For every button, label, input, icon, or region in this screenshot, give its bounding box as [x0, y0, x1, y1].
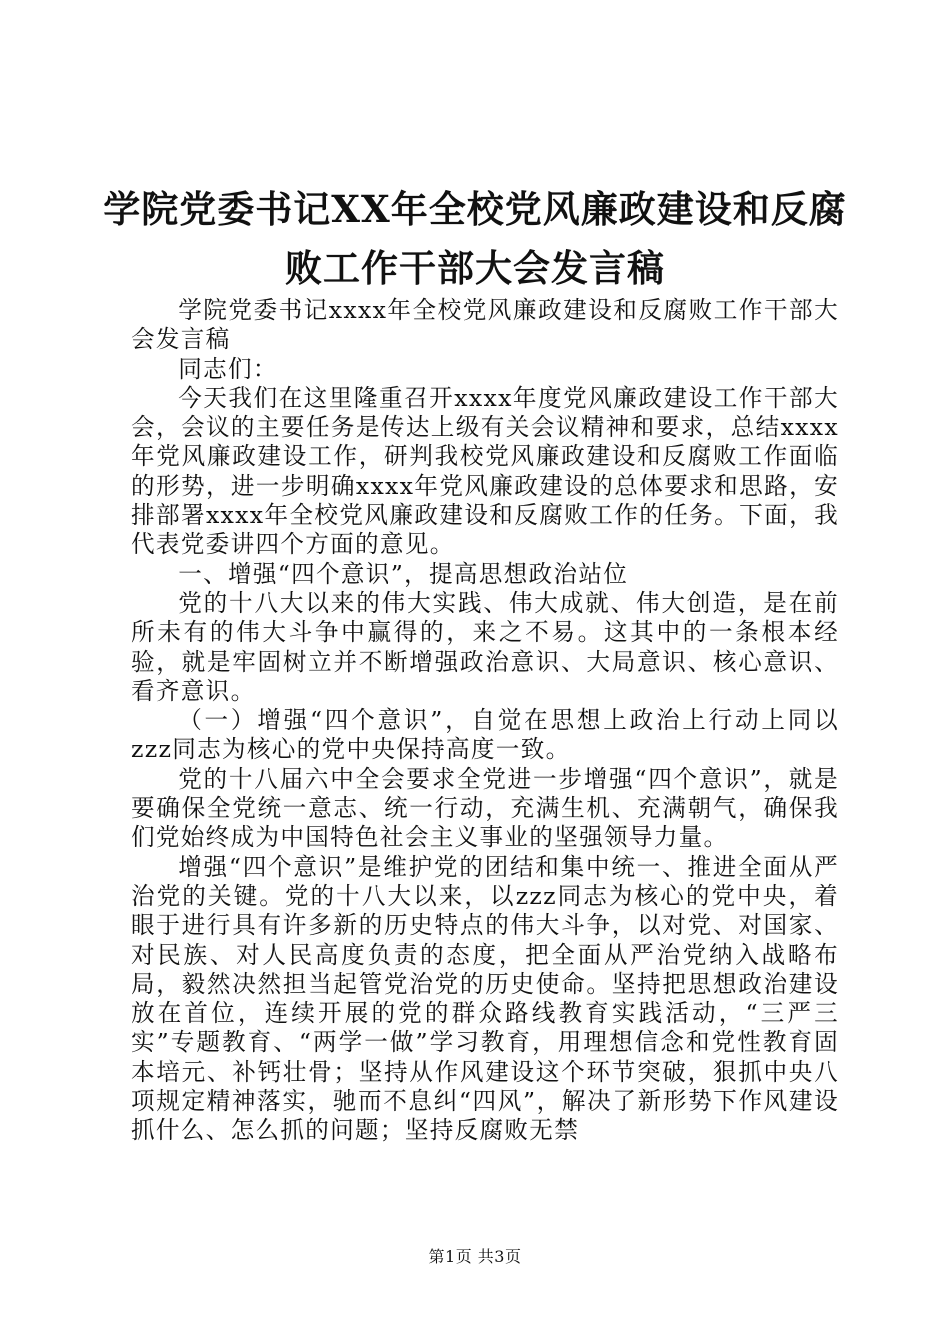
document-title [100, 180, 850, 298]
subsection-heading-1: （一）增强“四个意识”，自觉在思想上政治上行动上同以zzz同志为核心的党中央保持高度一致。 [131, 706, 839, 764]
paragraph-salutation: 同志们： [178, 354, 278, 383]
section-heading-1: 一、增强“四个意识”，提高思想政治站位 [178, 559, 629, 588]
paragraph-intro: 今天我们在这里隆重召开xxxx年度党风廉政建设工作干部大会，会议的主要任务是传达上级有关会议精神和要求，总结xxxx年党风廉政建设工作，研判我校党风廉政建设和反腐败工作面临的形势，进一步明确xxxx年党风廉政建设的总体要求和思路，安排部署xxxx年全校党风廉政建设和反腐败工作的任务。下面，我代表党委讲四个方面的意见。 [131, 383, 839, 559]
paragraph: 增强“四个意识”是维护党的团结和集中统一、推进全面从严治党的关键。党的十八大以来，以zzz同志为核心的党中央，着眼于进行具有许多新的历史特点的伟大斗争，以对党、对国家、对民族、对人民高度负责的态度，把全面从严治党纳入战略布局，毅然决然担当起管党治党的历史使命。坚持把思想政治建设放在首位，连续开展的党的群众路线教育实践活动，“三严三实”专题教育、“两学一做”学习教育，用理想信念和党性教育固本培元、补钙壮骨；坚持从作风建设这个环节突破，狠抓中央八项规定精神落实，驰而不息纠“四风”，解决了新形势下作风建设抓什么、怎么抓的问题；坚持反腐败无禁 [131, 852, 839, 1145]
document-body [131, 296, 839, 1146]
page-footer: 第1页 共3页 [428, 1247, 522, 1266]
title-line-2: 败工作干部大会发言稿 [285, 246, 665, 290]
title-line-1: 学院党委书记XX年全校党风廉政建设和反腐 [103, 187, 847, 231]
paragraph-subtitle: 学院党委书记xxxx年全校党风廉政建设和反腐败工作干部大会发言稿 [131, 296, 839, 354]
paragraph: 党的十八大以来的伟大实践、伟大成就、伟大创造，是在前所未有的伟大斗争中赢得的，来之不易。这其中的一条根本经验，就是牢固树立并不断增强政治意识、大局意识、核心意识、看齐意识。 [131, 588, 839, 705]
paragraph: 党的十八届六中全会要求全党进一步增强“四个意识”，就是要确保全党统一意志、统一行动，充满生机、充满朝气，确保我们党始终成为中国特色社会主义事业的坚强领导力量。 [131, 764, 839, 852]
